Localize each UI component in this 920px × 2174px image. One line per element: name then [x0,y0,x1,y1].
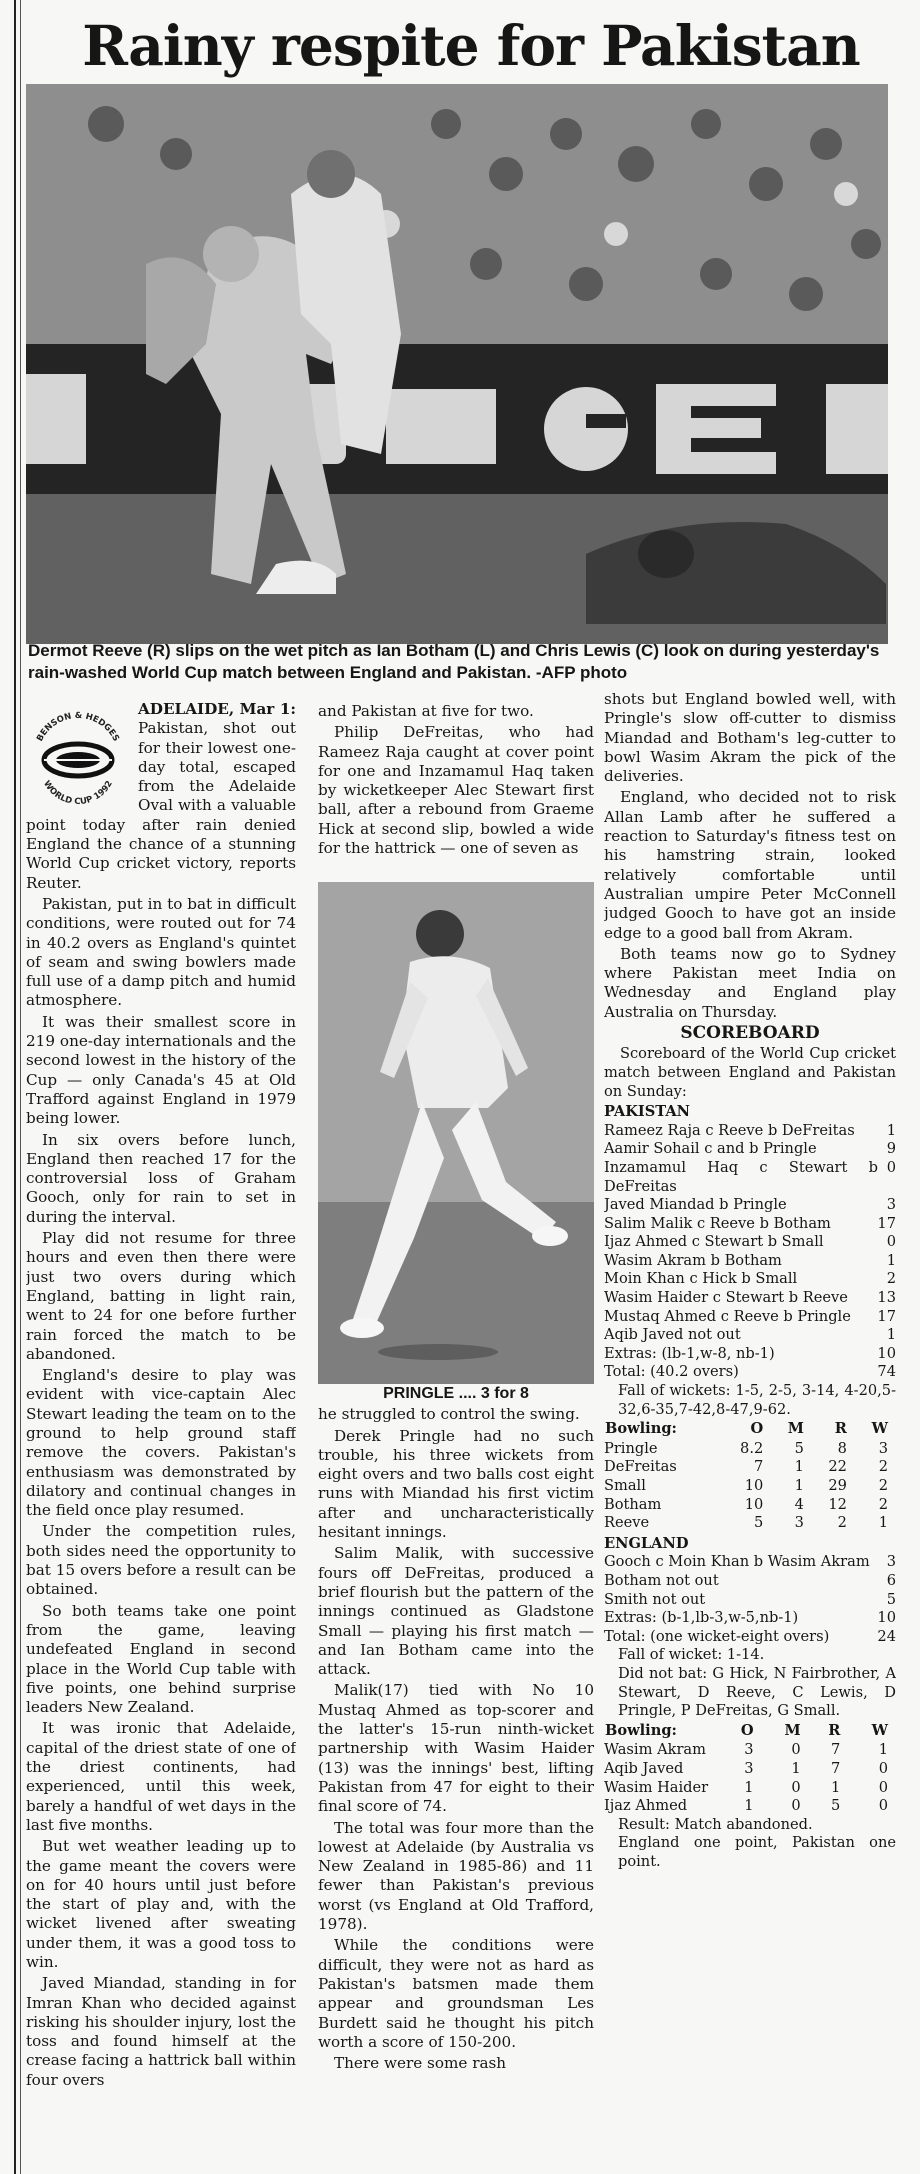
bowling-row [604,1477,896,1496]
world-cup-logo [26,700,130,810]
bowling-figure: 12 [828,1495,847,1513]
batting-row [604,1196,896,1215]
article-paragraph: Pakistan, put in to bat in difficult conditions, were routed out for 74 in 40.2 overs as England's quintet of seam and swing bowlers made full use of a damp pitch and humid atmosphere. [26,894,296,1010]
article-paragraph: Both teams now go to Sydney where Pakistan meet India on Wednesday and England play Australia on Thursday. [604,944,896,1021]
extras-label: Extras: (lb-1,w-8, nb-1) [604,1344,775,1362]
batting-row [604,1233,896,1252]
bowling-row [604,1779,896,1798]
pringle-photo-caption: PRINGLE .... 3 for 8 [383,1385,529,1402]
col-header: M [784,1721,801,1739]
bowling-figure: 3 [744,1741,754,1759]
article-paragraph: England, who decided not to risk Allan Lamb after he suffered a reaction to Saturday's fitness test on his hamstring strain, looked relatively comfortable until Australian umpire Peter McConnell judged Gooch to have got an inside edge to a good ball from Akram. [604,788,896,942]
match-result: Result: Match abandoned. [618,1815,813,1833]
bowler-name: Reeve [604,1514,650,1532]
bowling-figure: 0 [878,1778,888,1796]
batsman-runs: 17 [877,1214,896,1232]
bowling-figure: 10 [744,1477,764,1494]
total-runs: 74 [877,1363,896,1381]
batsman-name: Wasim Akram b Botham [604,1251,782,1269]
bowling-figure: 5 [753,1514,764,1532]
batting-row [604,1270,896,1289]
batting-row [604,1289,896,1308]
bowling-row [604,1797,896,1816]
bowling-figure: 0 [791,1778,801,1796]
scoreboard-intro: Scoreboard of the World Cup cricket match between England and Pakistan on Sunday: [604,1045,896,1100]
batting-row [604,1572,896,1591]
pakistan-label: PAKISTAN [604,1103,691,1121]
batsman-name: Aamir Sohail c and b Pringle [604,1140,817,1158]
batsman-name: Rameez Raja c Reeve b DeFreitas [604,1121,855,1139]
bowling-figure: 3 [794,1514,804,1532]
batsman-name: Javed Miandad b Pringle [604,1196,787,1214]
bowler-name: Small [604,1477,646,1494]
bowling-figure: 1 [878,1741,888,1759]
batting-row [604,1308,896,1327]
pakistan-bowling-table [604,1721,896,1816]
batsman-runs: 13 [877,1289,896,1307]
article-column-3 [604,690,896,2170]
bowler-name: Wasim Haider [604,1778,709,1796]
col-header: W [871,1420,888,1438]
article-paragraph: Javed Miandad, standing in for Imran Khan who decided against risking his shoulder injury, lost the toss and found himself at the crease facing a hattrick ball within four overs [26,1974,296,2089]
batting-row [604,1591,896,1610]
bowling-figure: 3 [744,1759,754,1777]
bowling-figure: 0 [878,1759,888,1777]
bowling-figure: 2 [837,1514,847,1532]
batsman-runs: 6 [886,1571,896,1589]
batsman-runs: 1 [886,1121,896,1139]
article-paragraph: In six overs before lunch, England then reached 17 for the controversial loss of Graham Gooch, only for rain to set in during the interval. [26,1130,296,1226]
col-header: W [871,1721,888,1739]
extras-runs: 10 [877,1344,896,1362]
total-label: Total: (one wicket-eight overs) [604,1627,830,1645]
batsman-runs: 1 [886,1326,896,1344]
bowling-figure: 4 [794,1495,804,1513]
bowling-figure: 0 [791,1741,801,1759]
article-paragraph: Derek Pringle had no such trouble, his three wickets from eight overs and two balls cost eight runs with Miandad his first victim after and uncharacteristically hesitant innings. [318,1426,594,1542]
dateline: ADELAIDE, Mar 1: [138,700,296,718]
bowling-row [604,1741,896,1760]
batsman-runs: 2 [886,1270,896,1288]
col-header: R [828,1721,841,1739]
article-paragraph: and Pakistan at five for two. [318,702,534,720]
article-paragraph: So both teams take one point from the game, leaving undefeated England in second place in the World Cup table with five points, one behind surprise leaders New Zealand. [26,1601,296,1717]
col-header: M [787,1420,804,1438]
bowling-row [604,1440,896,1459]
bowling-figure: 1 [831,1778,841,1796]
article-paragraph: But wet weather leading up to the game meant the covers were on for 40 hours until just before the start of play and, with the wicket livened after sweating under them, it was a good toss to win. [26,1837,296,1971]
batsman-name: Salim Malik c Reeve b Botham [604,1214,831,1232]
bowling-figure: 10 [744,1495,764,1513]
match-photo [26,84,888,644]
batting-row [604,1159,896,1196]
pringle-photo [318,882,594,1384]
bowling-row [604,1458,896,1477]
article-paragraph: England's desire to play was evident with vice-captain Alec Stewart leading the team on to the ground to help ground staff remove the covers. Pakistan's enthusiasm was demonstrated by dilatory and continual changes in the field once play resumed. [26,1366,296,1520]
total-label: Total: (40.2 overs) [604,1363,739,1381]
did-not-bat: Did not bat: G Hick, N Fairbrother, A Stewart, D Reeve, C Lewis, D Pringle, P DeFreitas, G Small. [618,1664,896,1720]
bowler-name: DeFreitas [604,1458,677,1476]
bowling-label: Bowling: [605,1721,677,1739]
bowling-row [604,1760,896,1779]
bowling-figure: 1 [791,1759,801,1777]
pakistan-extras [604,1345,896,1364]
col-header: R [834,1420,847,1438]
svg-text:BENSON & HEDGES: BENSON & HEDGES [35,710,121,744]
batsman-runs: 3 [886,1196,896,1214]
bowling-label: Bowling: [605,1420,677,1438]
batsman-runs: 17 [877,1307,896,1325]
total-runs: 24 [877,1627,896,1645]
bowling-row [604,1514,896,1533]
article-paragraph: Under the competition rules, both sides need the opportunity to bat 15 overs before a result can be obtained. [26,1522,296,1599]
batsman-name: Inzamamul Haq c Stewart b DeFreitas [604,1158,878,1195]
article-paragraph: Play did not resume for three hours and even then there were just two overs during which England, batting in light rain, went to 24 for one before further rain forced the match to be abandoned. [26,1229,296,1363]
batsman-runs: 0 [886,1158,896,1176]
batsman-runs: 9 [886,1140,896,1158]
batting-row [604,1252,896,1271]
batsman-runs: 3 [886,1553,896,1571]
bowling-figure: 7 [753,1458,764,1476]
bowler-name: Aqib Javed [604,1759,684,1777]
article-paragraph: The total was four more than the lowest at Adelaide (by Australia vs New Zealand in 1985-86) and 11 fewer than Pakistan's previous worst (vs England at Old Trafford, 1978). [318,1818,594,1934]
pakistan-fall-of-wickets: Fall of wickets: 1-5, 2-5, 3-14, 4-20,5-32,6-35,7-42,8-47,9-62. [618,1382,896,1418]
bowler-name: Botham [604,1495,662,1513]
article-paragraph: Philip DeFreitas, who had Rameez Raja caught at cover point for one and Inzamamul Haq taken by wicketkeeper Alec Stewart first ball, after a rebound from Graeme Hick at second slip, bowled a wide for the hattrick — one of seven as [318,723,594,858]
points-result: England one point, Pakistan one point. [618,1834,896,1870]
bowling-figure: 0 [791,1797,801,1815]
england-fall-of-wicket: Fall of wicket: 1-14. [618,1646,765,1664]
batsman-name: Gooch c Moin Khan b Wasim Akram [604,1553,870,1571]
article-paragraph: It was ironic that Adelaide, capital of the driest state of one of the driest continents, had experienced, until this week, barely a handful of wet days in the last five months. [26,1719,296,1834]
bowling-figure: 8.2 [740,1439,764,1457]
batsman-runs: 1 [886,1251,896,1269]
article-paragraph: he struggled to control the swing. [318,1405,580,1424]
left-border-rule-inner [20,0,21,2174]
article-paragraph: While the conditions were difficult, they were not as hard as Pakistan's batsmen made them appear and groundsman Les Burdett said he thought his pitch worth a score of 150-200. [318,1936,594,2051]
col-header: O [750,1420,764,1438]
batsman-name: Ijaz Ahmed c Stewart b Small [604,1233,824,1251]
batsman-runs: 5 [886,1590,896,1608]
bowler-name: Ijaz Ahmed [604,1797,688,1815]
batting-row [604,1122,896,1141]
bowling-figure: 1 [744,1797,754,1815]
pakistan-total [604,1363,896,1382]
batsman-name: Botham not out [604,1571,719,1589]
article-column-2 [318,702,594,2170]
batting-row [604,1140,896,1159]
bowling-figure: 1 [794,1458,804,1476]
batsman-name: Wasim Haider c Stewart b Reeve [604,1289,848,1307]
article-paragraph: shots but England bowled well, with Pringle's slow off-cutter to dismiss Miandad and Botham's leg-cutter to bowl Wasim Akram the pick of the deliveries. [604,690,896,786]
bowling-figure: 1 [878,1514,888,1532]
batsman-runs: 0 [886,1233,896,1251]
photo-caption: Dermot Reeve (R) slips on the wet pitch as Ian Botham (L) and Chris Lewis (C) look on during yesterday's rain-washed World Cup match between England and Pakistan. -AFP photo [28,641,880,682]
england-extras [604,1609,896,1628]
bowler-name: Pringle [604,1439,658,1457]
bowling-figure: 29 [828,1477,847,1494]
pakistan-batting-list [604,1122,896,1345]
batsman-name: Aqib Javed not out [604,1326,741,1344]
batsman-name: Smith not out [604,1590,706,1608]
bowling-figure: 1 [794,1477,804,1494]
article-paragraph: Malik(17) tied with No 10 Mustaq Ahmed as top-scorer and the latter's 15-run ninth-wicket partnership with Wasim Haider (13) was the innings' best, lifting Pakistan from 47 for eight to their final score of 74. [318,1681,594,1816]
bowling-figure: 7 [831,1759,841,1777]
article-paragraph: It was their smallest score in 219 one-day internationals and the second lowest in the history of the Cup — only Canada's 45 at Old Trafford against England in 1979 being lower. [26,1012,296,1128]
article-paragraph: There were some rash [334,2054,507,2073]
england-label: ENGLAND [604,1534,689,1552]
extras-runs: 10 [877,1609,896,1627]
bowling-figure: 0 [878,1797,888,1815]
bowling-figure: 7 [831,1741,841,1759]
article-paragraph: Salim Malik, with successive fours off DeFreitas, produced a brief flourish but the pattern of the innings continued as Gladstone Small — playing his first match — and Ian Botham came into the attack. [318,1544,594,1679]
bowling-figure: 2 [878,1477,888,1494]
bowling-figure: 8 [837,1439,847,1457]
article-paragraph: Pakistan, shot out for their lowest one-day total, escaped from the Adelaide Oval with a valuable point today after rain denied England the chance of a stunning World Cup cricket victory, reports Reuter. [26,719,296,892]
bowling-figure: 2 [878,1458,888,1476]
bowling-figure: 3 [878,1439,888,1457]
left-border-rule [14,0,16,2174]
england-batting-list [604,1553,896,1609]
batsman-name: Moin Khan c Hick b Small [604,1270,798,1288]
batting-row [604,1215,896,1234]
headline: Rainy respite for Pakistan [82,13,860,78]
bowling-figure: 1 [744,1778,754,1796]
batsman-name: Mustaq Ahmed c Reeve b Pringle [604,1307,851,1325]
england-bowling-table [604,1419,896,1533]
article-column-1 [26,700,296,2170]
svg-text:WORLD CUP 1992: WORLD CUP 1992 [41,779,115,808]
bowling-figure: 5 [831,1797,841,1815]
england-total [604,1628,896,1647]
scoreboard [604,1045,896,1871]
bowling-row [604,1496,896,1515]
scoreboard-heading: SCOREBOARD [680,1023,820,1044]
col-header: O [740,1721,754,1739]
batting-row [604,1326,896,1345]
bowling-figure: 22 [828,1458,847,1476]
extras-label: Extras: (b-1,lb-3,w-5,nb-1) [604,1609,799,1627]
bowling-figure: 5 [794,1439,804,1457]
bowler-name: Wasim Akram [604,1741,706,1759]
batting-row [604,1553,896,1572]
bowling-figure: 2 [878,1495,888,1513]
